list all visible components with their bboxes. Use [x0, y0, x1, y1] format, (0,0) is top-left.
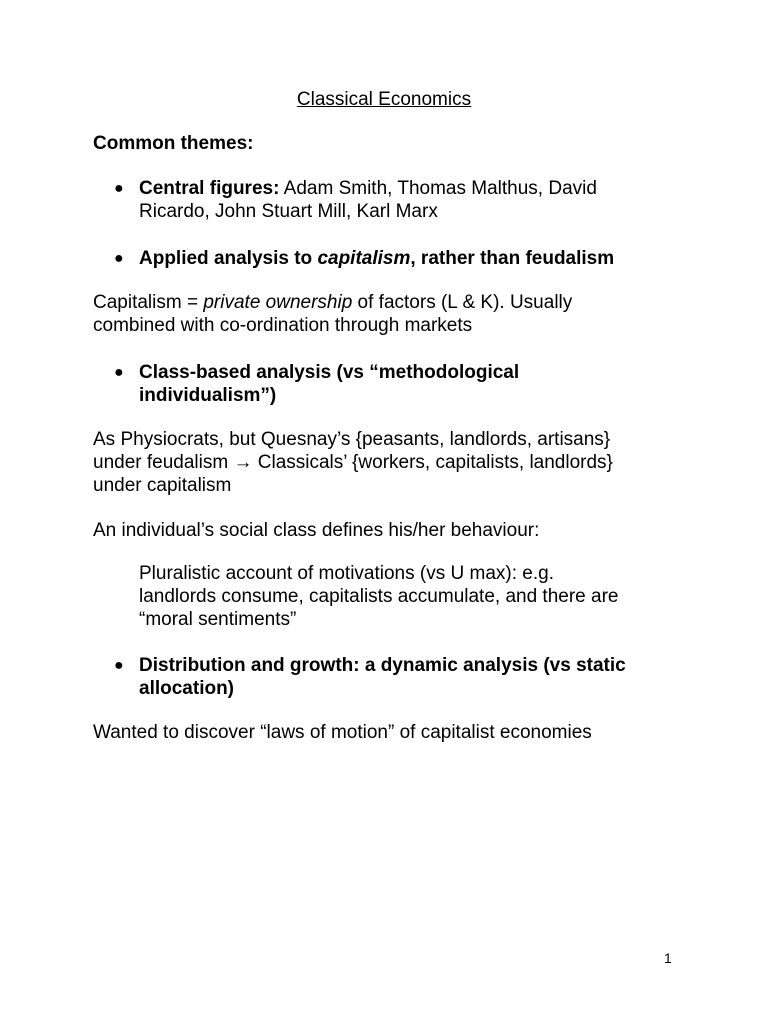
bullet-icon: ●	[114, 250, 124, 267]
capitalism-line2: combined with co-ordination through markets	[93, 315, 473, 336]
distribution-line2: allocation)	[139, 678, 235, 699]
pluralistic-line2: landlords consume, capitalists accumulate, and there are	[139, 586, 619, 607]
bullet-class-based	[114, 361, 694, 407]
common-themes-heading: Common themes:	[93, 133, 254, 154]
applied-part2: , rather than feudalism	[410, 248, 615, 269]
bullet-central-line1	[139, 177, 694, 200]
laws-of-motion-paragraph: Wanted to discover “laws of motion” of capitalist economies	[93, 722, 592, 743]
bullet-icon: ●	[114, 180, 124, 197]
capitalism-part2: of factors (L & K). Usually	[352, 292, 573, 313]
physiocrats-line2-part2: Classicals’ {workers, capitalists, landlords}	[252, 452, 613, 473]
pluralistic-line3: “moral sentiments”	[139, 609, 297, 630]
class-based-line2: individualism”)	[139, 385, 277, 406]
physiocrats-line3: under capitalism	[93, 475, 232, 496]
bullet-icon: ●	[114, 364, 124, 381]
capitalism-paragraph	[93, 291, 693, 337]
document-title: Classical Economics	[296, 89, 472, 110]
physiocrats-line2	[93, 451, 693, 474]
capitalism-line1	[93, 291, 693, 314]
capitalism-part1: Capitalism =	[93, 292, 204, 313]
physiocrats-paragraph	[93, 428, 693, 497]
social-class-paragraph: An individual’s social class defines his/her behaviour:	[93, 520, 540, 541]
pluralistic-line1: Pluralistic account of motivations (vs U max): e.g.	[139, 563, 554, 584]
physiocrats-line1: As Physiocrats, but Quesnay’s {peasants, landlords, artisans}	[93, 429, 611, 450]
distribution-line1: Distribution and growth: a dynamic analysis (vs static	[139, 655, 626, 676]
central-figures-label: Central figures:	[139, 178, 280, 199]
bullet-central-line2: Ricardo, John Stuart Mill, Karl Marx	[139, 201, 438, 222]
applied-part1: Applied analysis to	[139, 248, 318, 269]
bullet-icon: ●	[114, 657, 124, 674]
applied-emphasis: capitalism	[317, 248, 411, 269]
arrow-right-icon: →	[233, 452, 253, 473]
capitalism-emphasis: private ownership	[203, 292, 353, 313]
physiocrats-line2-part1: under feudalism	[93, 452, 234, 473]
pluralistic-paragraph	[139, 562, 699, 631]
class-based-line1: Class-based analysis (vs “methodological	[139, 362, 520, 383]
central-figures-text: Adam Smith, Thomas Malthus, David	[279, 178, 597, 199]
bullet-distribution-growth	[114, 654, 694, 700]
bullet-central-figures	[114, 177, 694, 223]
bullet-applied-analysis	[114, 247, 694, 270]
page-number: 1	[664, 950, 672, 966]
